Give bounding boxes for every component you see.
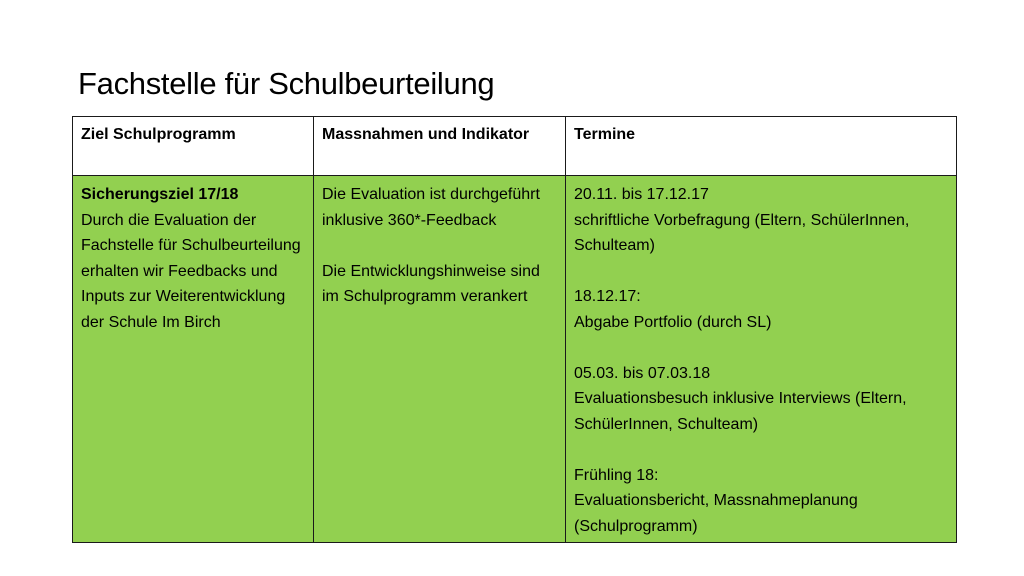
ziel-heading: Sicherungsziel 17/18	[81, 186, 239, 203]
cell-massnahmen	[314, 176, 566, 543]
header-termine: Termine	[566, 117, 957, 176]
ziel-text: Durch die Evaluation der Fachstelle für Schulbeurteilung erhalten wir Feedbacks und Inputs zur Weiterentwicklung der Schule Im Birch	[81, 211, 306, 331]
cell-ziel	[73, 176, 314, 543]
termin-item	[574, 182, 948, 259]
termin-text: schriftliche Vorbefragung (Eltern, SchülerInnen, Schulteam)	[574, 211, 914, 254]
termin-text: Abgabe Portfolio (durch SL)	[574, 313, 772, 331]
schedule-table	[72, 116, 957, 543]
termin-date: 20.11. bis 17.12.17	[574, 186, 709, 203]
termin-item	[574, 463, 948, 540]
termin-item	[574, 361, 948, 438]
termin-date: 18.12.17:	[574, 288, 641, 305]
massnahme-item: Die Entwicklungshinweise sind im Schulprogramm verankert	[322, 262, 540, 305]
header-ziel-schulprogramm: Ziel Schulprogramm	[73, 117, 314, 176]
table-row	[73, 176, 957, 543]
header-massnahmen-indikator: Massnahmen und Indikator	[314, 117, 566, 176]
massnahme-item: Die Evaluation ist durchgeführt inklusive 360*-Feedback	[322, 186, 540, 229]
cell-termine	[566, 176, 957, 543]
termin-item	[574, 284, 948, 335]
table-header-row	[73, 117, 957, 176]
termin-text: Evaluationsbesuch inklusive Interviews (Eltern, SchülerInnen, Schulteam)	[574, 390, 912, 433]
termin-date: 05.03. bis 07.03.18	[574, 364, 711, 382]
termin-date: Frühling 18:	[574, 466, 659, 484]
termin-text: Evaluationsbericht, Massnahmeplanung (Schulprogramm)	[574, 492, 863, 535]
slide-title: Fachstelle für Schulbeurteilung	[78, 66, 495, 101]
